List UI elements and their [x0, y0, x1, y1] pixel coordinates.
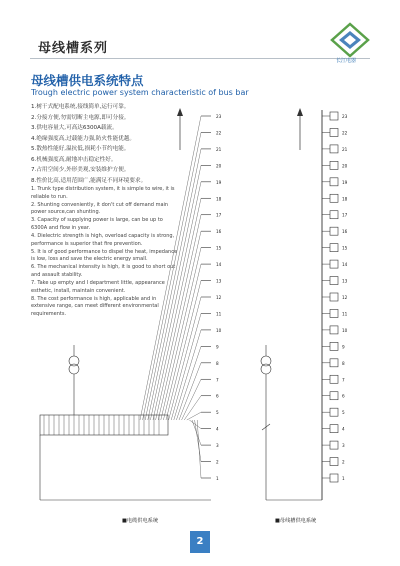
floor-label: 7 [216, 377, 219, 383]
transformer-icon [261, 356, 271, 366]
floor-label: 10 [342, 327, 348, 333]
floor-label: 13 [342, 278, 348, 284]
floor-label: 23 [216, 114, 222, 119]
floor-label: 15 [216, 245, 222, 251]
floor-label: 20 [216, 163, 222, 169]
floor-label: 17 [342, 212, 348, 218]
plug-in-box [330, 161, 338, 169]
plug-in-box [330, 277, 338, 285]
feature-item-en: 1. Trunk type distribution system, it is simple to wire, it is reliable to run. [31, 186, 175, 200]
floor-label: 12 [342, 295, 348, 300]
series-title: 母线槽系列 [38, 41, 109, 56]
feature-item-en: 5. It is of good performance to dispel the heat, impedance is low, loss and save the electric energy small. [31, 248, 178, 263]
floor-label: 8 [342, 360, 345, 366]
plug-in-box [330, 408, 338, 416]
plug-in-box [330, 309, 338, 317]
cable-line [169, 297, 201, 420]
plug-in-box [330, 194, 338, 202]
cable-line [184, 396, 201, 420]
plug-in-box [330, 293, 338, 301]
cable-line [197, 420, 201, 478]
floor-label: 3 [216, 443, 219, 449]
plug-in-box [330, 112, 338, 120]
feature-item-cn: 4.绝缘强度高,过载能力强,防火性能优越。 [31, 135, 135, 142]
plug-in-box [330, 342, 338, 350]
floor-label: 10 [216, 327, 222, 333]
plug-in-box [330, 227, 338, 235]
cable-line [148, 165, 201, 420]
feature-item-en: 4. Dielectric strength is high, overload capacity is strong, performance is superior that fire prevention. [31, 233, 175, 247]
floor-label: 18 [342, 196, 348, 202]
plug-in-box [330, 145, 338, 153]
feature-item-cn: 8.性价比高,适用范围广,能满足不同环境要求。 [31, 177, 147, 184]
plug-in-box [330, 359, 338, 367]
feature-item-cn: 7.占用空间少,外形美观,安装维护方便。 [31, 167, 130, 173]
plug-in-box [330, 375, 338, 383]
feature-item-cn: 2.分接方便,勿需切断主电源,即可分接。 [31, 114, 130, 121]
caption-cable-system: ■电缆供电系统 [122, 518, 159, 524]
cable-line [163, 264, 201, 420]
floor-label: 1 [216, 476, 219, 481]
floor-label: 5 [342, 410, 345, 416]
logo-text: 长江电器 [336, 58, 357, 64]
feature-item-cn: 5.散热性能好,温抗低,损耗小节约电能。 [31, 146, 130, 152]
floor-label: 5 [216, 410, 219, 416]
plug-in-box [330, 326, 338, 334]
floor-label: 9 [216, 344, 219, 350]
feature-item-cn: 3.供电容量大,可高达6300A载流。 [31, 125, 118, 131]
up-arrow-icon [297, 108, 303, 116]
floor-label: 20 [342, 163, 348, 169]
floor-label: 4 [216, 426, 219, 432]
floor-label: 14 [216, 262, 222, 268]
plug-in-box [330, 244, 338, 252]
floor-label: 17 [216, 212, 222, 218]
floor-label: 8 [216, 360, 219, 366]
plug-in-box [330, 441, 338, 449]
cable-line [150, 182, 201, 420]
floor-label: 6 [342, 393, 345, 399]
plug-in-box [330, 458, 338, 466]
up-arrow-icon [177, 108, 183, 116]
plug-in-box [330, 474, 338, 482]
caption-busbar-system: ■母线槽供电系统 [275, 518, 317, 524]
floor-label: 16 [216, 229, 222, 235]
floor-label: 1 [342, 476, 345, 481]
plug-in-box [330, 178, 338, 186]
floor-label: 22 [216, 130, 222, 136]
floor-label: 19 [342, 179, 348, 185]
floor-label: 4 [342, 426, 345, 432]
section-title-cn: 母线槽供电系统特点 [31, 73, 144, 88]
plug-in-box [330, 260, 338, 268]
cable-line [143, 132, 201, 420]
feature-item-en: 2. Shunting conveniently, it don't cut off demand main power source,can shunting. [31, 201, 169, 216]
floor-label: 14 [342, 262, 348, 268]
floor-label: 2 [216, 459, 219, 465]
floor-label: 22 [342, 130, 348, 136]
feature-item-en: 8. The cost performance is high, applicable and in extensive range, can meet different environmental requirements. [31, 295, 159, 317]
cable-line [140, 116, 201, 420]
cable-line [161, 248, 201, 420]
floor-label: 7 [342, 377, 345, 383]
floor-label: 2 [342, 459, 345, 465]
cable-line [174, 330, 201, 420]
section-title-en: Trough electric power system characteristic of bus bar [31, 88, 249, 97]
floor-label: 21 [342, 146, 348, 152]
floor-label: 11 [342, 311, 348, 317]
feature-item-cn: 6.机械强度高,耐地冲击稳定性好。 [31, 156, 117, 163]
floor-label: 21 [216, 146, 222, 152]
floor-label: 18 [216, 196, 222, 202]
plug-in-box [330, 128, 338, 136]
plug-in-box [330, 392, 338, 400]
floor-label: 13 [216, 278, 222, 284]
plug-in-box [330, 425, 338, 433]
feature-item-en: 3. Capacity of supplying power is large, can be up to 6300A and flow in year. [31, 217, 163, 231]
floor-label: 3 [342, 443, 345, 449]
floor-label: 19 [216, 179, 222, 185]
feature-item-en: 7. Take up empty and I department little, appearance esthetic, install, maintain convenient. [31, 280, 165, 294]
transformer-icon [69, 364, 79, 374]
floor-label: 9 [342, 344, 345, 350]
feature-item-en: 6. The mechanical intensity is high, it is good to short out and assault stability. [31, 264, 176, 279]
transformer-icon [261, 364, 271, 374]
floor-label: 16 [342, 229, 348, 235]
floor-label: 6 [216, 393, 219, 399]
cable-line [156, 215, 201, 420]
floor-label: 11 [216, 311, 222, 317]
plug-in-box [330, 211, 338, 219]
floor-label: 23 [342, 114, 348, 119]
feature-item-cn: 1.树干式配电系统,接线简单,运行可靠。 [31, 104, 130, 110]
page-number-badge: 2 [190, 531, 210, 553]
floor-label: 15 [342, 245, 348, 251]
transformer-icon [69, 356, 79, 366]
floor-label: 12 [216, 295, 222, 300]
